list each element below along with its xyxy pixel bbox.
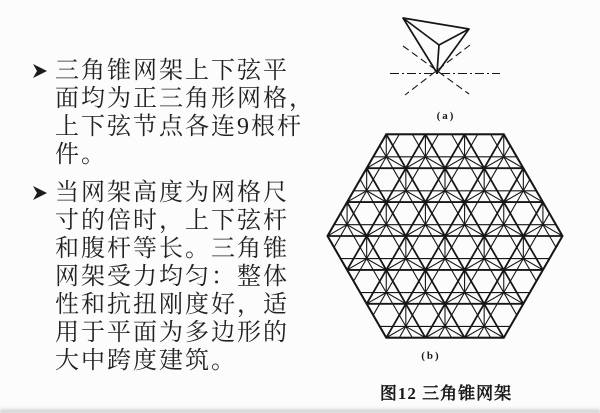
bullet-text-line: 当网架高度为网格尺	[55, 180, 289, 206]
bullet-text-line: 寸的倍时，上下弦杆	[55, 208, 289, 234]
bullet-text-line: 性和抗扭刚度好，适	[55, 292, 289, 318]
bullet-text-line: 用于平面为多边形的	[55, 320, 289, 346]
bullet-text-line: 三角锥网架上下弦平	[55, 58, 289, 84]
figure-label-b: (b)	[421, 350, 441, 362]
hexagonal-grid-diagram	[252, 128, 600, 344]
bullet-text-line: 网架受力均匀：整体	[55, 264, 289, 290]
scan-artifact-band	[0, 407, 600, 413]
bullet-text-line: 大中跨度建筑。	[55, 348, 237, 374]
figure-caption: 图12 三角锥网架	[379, 384, 513, 403]
figure-label-a: (a)	[436, 110, 456, 122]
bullet-text-line: 上下弦节点各连9根杆	[55, 114, 303, 140]
bullet-text-line: 和腹杆等长。三角锥	[55, 236, 289, 262]
tetrahedron-unit-diagram	[390, 18, 500, 95]
bullet-text-line: 面均为正三角形网格，	[55, 86, 315, 112]
bullet-text-line: 件。	[55, 142, 107, 168]
